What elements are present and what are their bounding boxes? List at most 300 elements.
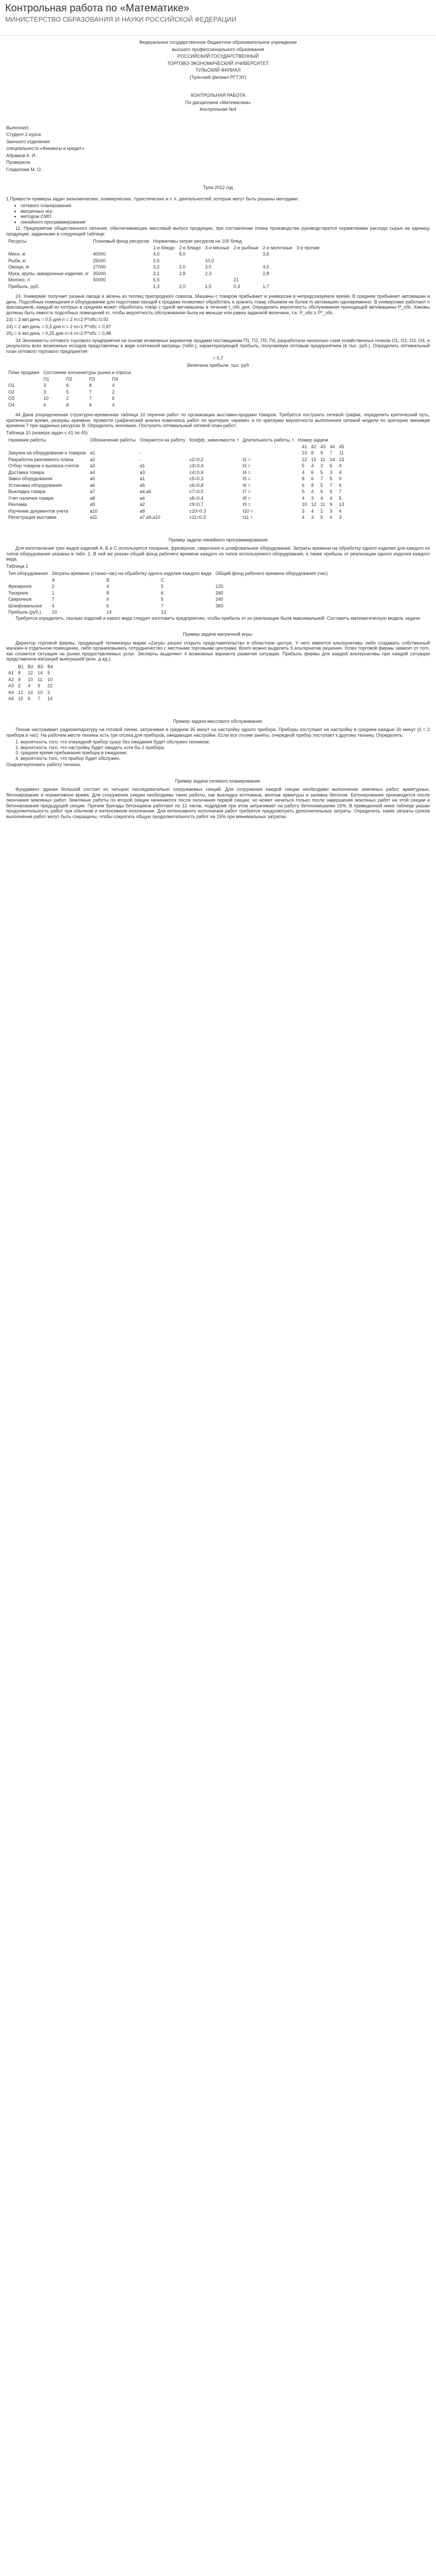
table-cell: a4,a6 bbox=[139, 489, 151, 494]
table-cell: 1,3 bbox=[153, 283, 160, 289]
table-cell: 4,0 bbox=[153, 251, 160, 257]
checked-label: Проверила bbox=[6, 160, 30, 165]
table-header: Тип оборудования bbox=[8, 571, 48, 576]
work-title: КОНТРОЛЬНАЯ РАБОТА bbox=[190, 93, 246, 98]
alpha-value: = 0,7 bbox=[213, 355, 223, 361]
table-row bbox=[6, 277, 322, 283]
table-cell: 6 bbox=[112, 396, 115, 401]
task24-line: 23) = 3 авт.день = 0,5 дня n = 2 m=2 P*обс=0,92 bbox=[6, 317, 109, 322]
table-row bbox=[6, 376, 133, 383]
task24-line: 24) = 2 авт.день = 0,3 дня n = 2 m=1 P*обс = 0,97 bbox=[6, 324, 111, 329]
table-cell: 10,0 bbox=[205, 258, 214, 263]
table-cell: 14 bbox=[47, 696, 53, 701]
list-item: • методом СМО bbox=[21, 214, 430, 219]
table-cell: 11 bbox=[320, 456, 325, 462]
table-cell: 6 bbox=[66, 383, 69, 388]
game-text: Директор торговой фирмы, продающей телевизоры марки «Zarya» решил открыть представительство в областном центре. У него имеются альтернативы либо создавать собственный магазин в отдельном помещении, либо организовывать сотрудничество с местными торговыми центрами. Всего можно выделить 5 альтернатив решения. Успех торговой фирмы зависит от того, как сложится ситуация на рынке предоставляемых услуг. Эксперты выделяют 4 возможных варианта развития ситуации. Прибыль фирмы для каждой альтернативы при каждой ситуации представлена матрицей выигрышей (млн. д.ед.). bbox=[6, 640, 430, 662]
table-cell: 6 bbox=[302, 482, 305, 488]
table-cell: a2 bbox=[90, 456, 95, 462]
table-cell: 7 bbox=[89, 396, 92, 401]
table-cell bbox=[177, 277, 203, 283]
table-cell: 27000 bbox=[93, 264, 106, 269]
table-cell: 0,3 bbox=[233, 283, 240, 289]
table-cell: 7 bbox=[161, 603, 164, 608]
table-cell bbox=[260, 277, 294, 283]
table-row bbox=[6, 456, 346, 463]
table-cell: 12 bbox=[161, 609, 166, 615]
table-cell: 6 bbox=[311, 469, 314, 475]
table-cell: 3 bbox=[339, 515, 342, 520]
list-item: 1. вероятность того, что очередной прибор сразу без ожидания будет обслужен техником; bbox=[21, 739, 430, 745]
table-cell: 5 bbox=[329, 489, 333, 494]
task1-list bbox=[21, 203, 430, 225]
table-row bbox=[6, 469, 346, 476]
table-header: 42 bbox=[311, 444, 317, 449]
table-cell: Прибыль (руб.) bbox=[8, 609, 41, 615]
table-header: Длительность работы, t bbox=[242, 437, 294, 443]
table-cell: 2,8 bbox=[263, 270, 269, 276]
table-cell: 4 bbox=[106, 584, 109, 589]
list-item: • линейного программирования bbox=[21, 219, 430, 225]
table-cell: 7 bbox=[329, 482, 333, 488]
table-cell bbox=[214, 609, 330, 616]
table-cell: a7,a9,a10 bbox=[139, 515, 161, 520]
teacher-name: Гладилова М. О. bbox=[6, 166, 42, 172]
table-cell bbox=[232, 264, 261, 270]
table-cell bbox=[295, 514, 300, 521]
table-cell: c10=0,3 bbox=[189, 508, 206, 514]
table-cell: 120 bbox=[215, 584, 223, 589]
table-header: Затраты времени (станко-час) на обработку одного изделия каждого вида bbox=[51, 571, 212, 576]
table-header: П4 bbox=[112, 376, 118, 382]
table-cell: 360 bbox=[215, 603, 223, 608]
table-cell: - bbox=[139, 456, 142, 462]
table-cell: Доставка товара bbox=[8, 469, 44, 475]
table-row bbox=[6, 501, 346, 508]
table-cell bbox=[91, 283, 151, 290]
table-cell: 50000 bbox=[93, 277, 106, 282]
table-header: B4 bbox=[47, 664, 54, 669]
table-header: 3-е прочие bbox=[297, 245, 320, 250]
table-cell: 9 bbox=[339, 476, 342, 481]
table-cell: 4 bbox=[112, 383, 115, 388]
table-cell bbox=[203, 277, 232, 283]
table-cell bbox=[295, 456, 300, 463]
table-cell: 3 bbox=[320, 463, 323, 468]
table-cell: 5 bbox=[47, 670, 50, 675]
table-cell: 4 bbox=[51, 603, 55, 608]
table-cell: 4 bbox=[112, 402, 115, 408]
table-cell: 10 bbox=[302, 450, 307, 455]
table-cell bbox=[295, 495, 300, 502]
table-cell: a4 bbox=[90, 469, 95, 475]
table-cell: a1 bbox=[139, 463, 145, 468]
table-cell: 10 bbox=[51, 609, 57, 615]
table-cell: 12 bbox=[311, 502, 317, 507]
smo-title: Пример задачи массового обслуживания. bbox=[173, 718, 263, 724]
profit-matrix bbox=[6, 369, 133, 408]
table-cell: 5 bbox=[161, 597, 164, 602]
works-table bbox=[6, 437, 346, 521]
table-cell: 3 bbox=[329, 469, 333, 475]
task11-text: 11. Предприятие общественного питания, обеспечивающее массовый выпуск продукции, при составлении плана производства руководствуется нормативами расхода сырья на единицу продукции, заданными в следующей таблице: bbox=[6, 226, 430, 236]
control-number: Контрольная №4 bbox=[199, 107, 237, 112]
smo-text: Техник настраивает радиоаппаратуру на готовой линии, затрачивая в среднем 35 минут на настройку одного прибора. Приборы поступают на настройку в среднем каждые 30 минут (λ = 2 прибора в час). На рабочем месте техника есть три отсека для приборов, ожидающих настройки. Если все отсеки заняты, очередной прибор поступает к другому технику. Определить: bbox=[6, 727, 430, 738]
table-header: 2-е блюдо bbox=[179, 245, 201, 250]
lp-caption: Таблица 1 bbox=[6, 563, 28, 569]
table-cell: a7 bbox=[90, 489, 95, 494]
table-cell: 7 bbox=[38, 696, 41, 701]
table-row bbox=[6, 603, 329, 609]
student-label: Студент 2 курса bbox=[6, 132, 41, 137]
table-cell: 2 bbox=[47, 689, 50, 695]
task24-line: 25) = 6 авт.день = 0,25 дня n=4 m=2 P*обс = 0,98 bbox=[6, 331, 111, 336]
table-cell: 4 bbox=[28, 683, 31, 688]
table-cell: 6 bbox=[339, 482, 342, 488]
table-cell: a1 bbox=[90, 450, 95, 455]
table-row bbox=[6, 696, 55, 702]
table-header: 45 bbox=[339, 444, 344, 449]
table-row bbox=[6, 577, 329, 584]
table-cell bbox=[240, 450, 295, 456]
table-cell: 4 bbox=[329, 515, 333, 520]
table-cell: 14 bbox=[38, 670, 43, 675]
table-cell: c11=0,3 bbox=[189, 515, 206, 520]
table-header: Плановый фонд ресурсов bbox=[93, 239, 149, 244]
table-cell: c3=0,4 bbox=[189, 463, 204, 468]
table-cell bbox=[295, 488, 300, 495]
table-cell: Фрезерное bbox=[8, 584, 32, 589]
table-cell: 6 bbox=[329, 463, 333, 468]
table-cell: 6 bbox=[320, 489, 323, 494]
table-cell: 12 bbox=[28, 670, 33, 675]
table-cell: a2 bbox=[139, 502, 145, 507]
table-row bbox=[6, 476, 346, 482]
table-cell: O4 bbox=[8, 402, 15, 408]
document-header bbox=[0, 0, 436, 36]
title-line: ТУЛЬСКИЙ ФИЛИАЛ bbox=[195, 67, 241, 73]
table-cell: 4 bbox=[311, 508, 314, 514]
table-cell: 2,5 bbox=[153, 258, 160, 263]
table-cell: 3,0 bbox=[205, 264, 212, 269]
table-cell bbox=[177, 258, 203, 264]
table-cell: Мясо, кг bbox=[8, 251, 26, 257]
table-cell: 4 bbox=[311, 489, 314, 494]
table-cell: 35000 bbox=[93, 270, 106, 276]
table-cell bbox=[295, 476, 300, 482]
table-row bbox=[6, 402, 133, 409]
table-cell: Учет наличия товара bbox=[8, 495, 54, 501]
table-row bbox=[6, 389, 133, 396]
table-cell: Сварочное bbox=[8, 597, 32, 602]
title-line: ТОРГОВО-ЭКОНОМИЧЕСКИЙ УНИВЕРСИТЕТ bbox=[167, 60, 269, 66]
table-header bbox=[6, 664, 16, 670]
table-row bbox=[6, 683, 55, 689]
table-cell: 4,0 bbox=[263, 264, 269, 269]
table-cell: 2,0 bbox=[179, 264, 186, 269]
table-cell: 2,8 bbox=[179, 270, 186, 276]
table-cell: t11 = bbox=[242, 515, 253, 520]
table-cell: 15 bbox=[311, 456, 317, 462]
table-cell: 1,7 bbox=[263, 283, 269, 289]
table-cell bbox=[295, 482, 300, 489]
document-title: Контрольная работа по «Математике» bbox=[5, 3, 189, 14]
table-cell: O3 bbox=[8, 396, 15, 401]
table-cell: 2 bbox=[51, 584, 55, 589]
table-header: Нормативы затрат ресурсов на 100 блюд bbox=[153, 239, 242, 244]
table-cell bbox=[294, 264, 322, 270]
table-cell: Отбор товаров и выписка счетов bbox=[8, 463, 79, 468]
table-row bbox=[6, 251, 322, 258]
table-cell: c2=0,2 bbox=[189, 456, 204, 462]
table-row bbox=[6, 437, 346, 444]
table-row bbox=[6, 583, 329, 590]
smo-end: Охарактеризовать работу техника. bbox=[6, 762, 81, 767]
table-cell: 8 bbox=[106, 590, 109, 596]
table-cell: 14 bbox=[329, 456, 335, 462]
table-row bbox=[6, 245, 322, 251]
table-cell: 40000 bbox=[93, 251, 106, 257]
table-header: Номер задачи bbox=[298, 437, 328, 443]
table-cell: t3 = bbox=[242, 463, 251, 468]
task24-text: 24. Универмаг получает разные овощи и зелень из теплиц пригородного совхоза. Машины с товаром прибывают в универсам в непредсказуемое время. В среднем прибывает автомашин в день. Подсобные помещения и оборудование для подготовки овощей к продаже позволяют обработать и хранить товар объемом не более m автомашин одновременно. В универсаме работают n фасовщиков, каждый из которых в среднем может обработать товар с одной автомашины в течение t_обс дня. Определить вероятность обслуживания приходящей автомашины P_обс. Каковы должны быть емкость подсобных помещений m, чтобы вероятность обслуживания была не меньше или равна заданной величине, т.е. P_обс ≥ P*_обс. bbox=[6, 294, 430, 315]
table-cell: 2 bbox=[18, 683, 21, 688]
table-header: 1-е блюдо bbox=[153, 245, 175, 250]
table-cell: t10 = bbox=[242, 508, 253, 514]
document-body bbox=[0, 36, 436, 825]
table-cell: c8=0,4 bbox=[189, 495, 204, 501]
table-cell: a6 bbox=[90, 482, 95, 488]
table-header: П1 bbox=[43, 376, 49, 382]
table-cell: - bbox=[139, 450, 142, 455]
title-line: Федеральное государственное бюджетное образовательное учреждение bbox=[139, 40, 297, 45]
table-row bbox=[6, 570, 329, 577]
table-cell: 4 bbox=[329, 495, 333, 501]
table-header: B bbox=[106, 577, 110, 583]
table-cell: 5 bbox=[302, 489, 305, 494]
game-title: Пример задачи матричной игры. bbox=[183, 632, 253, 637]
table-cell: 22 bbox=[47, 683, 53, 688]
table-cell: 6 bbox=[89, 402, 92, 408]
table-row bbox=[6, 258, 322, 264]
table-cell: Токарное bbox=[8, 590, 28, 596]
table-cell: 1,5 bbox=[205, 283, 212, 289]
table-cell: 9 bbox=[38, 683, 41, 688]
table-cell: t9 = bbox=[242, 502, 251, 507]
table-row bbox=[6, 482, 346, 489]
task1-text: 1.Привести примеры задач экономических, коммерческих, туристических и т. п. деятельностей, которые могут быть решены методами: bbox=[6, 196, 299, 201]
spec-label: специальности «Финансы и кредит» bbox=[6, 146, 84, 151]
table-cell: 21 bbox=[233, 277, 239, 282]
table-cell: 3 bbox=[43, 389, 46, 395]
table-cell: t8 = bbox=[242, 495, 251, 501]
table-cell: a3 bbox=[90, 463, 95, 468]
table-cell bbox=[294, 270, 322, 277]
table-cell: 8 bbox=[89, 383, 92, 388]
table-cell: 6 bbox=[161, 590, 164, 596]
table-cell: t7 = bbox=[242, 489, 251, 494]
table-cell: 9 bbox=[18, 676, 21, 682]
table-cell: 5 bbox=[161, 584, 164, 589]
table-cell: 12 bbox=[18, 689, 24, 695]
table-cell: 4 bbox=[339, 463, 342, 468]
table-cell: 11 bbox=[38, 676, 43, 682]
table-cell: t2 = bbox=[242, 456, 251, 462]
table-cell bbox=[187, 450, 240, 456]
table-header: 41 bbox=[302, 444, 307, 449]
table-header: 2-е молочные bbox=[263, 245, 292, 250]
table-cell: 14 bbox=[106, 609, 112, 615]
table-cell: 3 bbox=[311, 515, 314, 520]
table-header: 44 bbox=[329, 444, 335, 449]
table-cell: 240 bbox=[215, 597, 223, 602]
list-item: 4. вероятность того, что прибор будет обслужен. bbox=[21, 756, 430, 761]
table-header: Состояние конъюнктуры рынка и спроса bbox=[43, 370, 131, 375]
table-cell: a3 bbox=[139, 469, 145, 475]
table-cell: 3 bbox=[43, 383, 46, 388]
table-cell: A5 bbox=[8, 696, 14, 701]
table-cell: a5 bbox=[90, 476, 95, 481]
table-row bbox=[6, 508, 346, 515]
table-cell: 5 bbox=[329, 476, 333, 481]
table-cell: Завоз оборудования bbox=[8, 476, 53, 481]
table-cell: 8 bbox=[302, 476, 305, 481]
table-cell: Рыба, кг bbox=[8, 258, 26, 263]
list-item: 3. среднее время пребывания прибора в ожидании; bbox=[21, 750, 430, 756]
table-cell bbox=[232, 258, 261, 264]
table-header: B1 bbox=[18, 664, 24, 669]
table-cell bbox=[203, 251, 232, 258]
title-page bbox=[6, 40, 430, 112]
task44-text: 44 Дана упорядоченная структурно-временная таблица 10 перечня работ по организации выставки-продажи товаров. Требуется построить сетевой график, определить критический путь, критическое время, резервы времени, провести графический анализ комплекса работ по критерию «время» и по критерию вероятности выполнения сетевой модели по критерию минимум времени T при заданных ресурсах B. Определить экономию. Построить оптимальный сетевой план-работ. bbox=[6, 412, 430, 428]
table-cell: Молоко, л bbox=[8, 277, 30, 282]
table-cell: 13 bbox=[339, 456, 344, 462]
table-header: Обозначение работы bbox=[90, 437, 136, 443]
table-cell: c6=0,8 bbox=[189, 482, 204, 488]
table-row bbox=[6, 495, 346, 502]
table-cell: O2 bbox=[8, 389, 15, 395]
table-header: 3-и мясные bbox=[205, 245, 230, 250]
table-row bbox=[6, 689, 55, 696]
table-cell: 2 bbox=[112, 389, 115, 395]
table-cell: 7 bbox=[339, 489, 342, 494]
table-row bbox=[6, 444, 346, 450]
table-cell: 5 bbox=[302, 463, 305, 468]
table-cell: 280 bbox=[215, 590, 223, 596]
table-cell: 4 bbox=[320, 495, 323, 501]
table-cell: 2,1 bbox=[153, 270, 160, 276]
smo-list bbox=[21, 739, 430, 761]
table-cell: 4 bbox=[43, 402, 46, 408]
table-cell: 5 bbox=[66, 389, 69, 395]
table-cell: 5 bbox=[320, 469, 323, 475]
table-row bbox=[6, 238, 322, 245]
table-cell: 11 bbox=[320, 502, 325, 507]
table-cell: 3 bbox=[329, 508, 333, 514]
table-cell bbox=[294, 251, 322, 258]
table-cell: Овощи, кг bbox=[8, 264, 30, 269]
table-header: Ресурсы bbox=[8, 239, 27, 244]
table-cell: 6 bbox=[106, 603, 109, 608]
net-title: Пример задачи сетевого планирования. bbox=[175, 778, 261, 784]
table-cell: Мука, крупы, макаронные изделия, кг bbox=[8, 270, 89, 276]
table-cell: 7 bbox=[329, 450, 333, 455]
table-cell bbox=[294, 258, 322, 264]
table-cell: 5 bbox=[320, 515, 323, 520]
table-cell bbox=[295, 501, 300, 508]
table-cell: 10 bbox=[43, 396, 49, 401]
table-cell: c9=0,7 bbox=[189, 502, 204, 507]
table-row bbox=[6, 264, 322, 270]
table-cell: Прибыль, руб. bbox=[8, 283, 40, 289]
table-cell: 8 bbox=[311, 450, 314, 455]
table-cell: 13 bbox=[339, 502, 344, 507]
table-cell: 11 bbox=[339, 450, 344, 455]
table-row bbox=[6, 596, 329, 603]
title-line: высшего профессионального образования bbox=[171, 46, 265, 52]
table-cell: 10 bbox=[28, 676, 33, 682]
table-cell: A2 bbox=[8, 676, 14, 682]
table-cell: 2,3 bbox=[205, 270, 212, 276]
table-cell: t5 = bbox=[242, 476, 251, 481]
table-row bbox=[6, 283, 322, 290]
city-year: Тула 2012 год bbox=[203, 185, 233, 190]
table-header: Коэфф. зависимости, t bbox=[189, 437, 239, 443]
table-cell: 5 bbox=[320, 482, 323, 488]
table-cell: 15 bbox=[18, 696, 24, 701]
table-cell: 10 bbox=[47, 676, 53, 682]
author-name: Абрамов К. И. bbox=[6, 152, 37, 158]
table-cell: c7=0,5 bbox=[189, 489, 204, 494]
net-text: Фундамент здания большой состоит из четырех последовательно сооружаемых секций. Для сооружения каждой секции необходимо выполнение земляных работ, арматурных, бетонирование и нормативное время. Для сооружения секции необходимы такие работы, как выкладка котлована, монтаж арматуры и заливка бетоном. Бетонирование производится после окончания земляных работ. Земляные работы по второй секции начинаются после окончания первой секции, но может начаться только после завершения земляных работ на этой секции и бетонирования предыдущей секции. Причем бригады бетонщиков работают по 12 часов, подрядчик при этом затрачивает на работу бетономешалки 15%. В приведенной ниже таблице указан продолжительность работ при обычном и интенсивном исполнении. Для интенсивного исполнения работ требуется предусмотреть дополнительные затраты. Определить, какие затраты сроков выполнения работ могут быть сокращены, чтобы сократить общую продолжительность работ на 15% при минимальных затратах. bbox=[6, 787, 430, 819]
table-cell: Установка оборудования bbox=[8, 482, 62, 488]
table-row bbox=[6, 676, 55, 683]
list-item: • сетевого планирования bbox=[21, 203, 430, 209]
table-cell: 8 bbox=[18, 670, 21, 675]
table-cell: 3,8 bbox=[263, 251, 269, 257]
table-cell: 3 bbox=[302, 508, 305, 514]
table-row bbox=[6, 450, 346, 456]
table-cell: 6 bbox=[28, 696, 31, 701]
table-header: B2 bbox=[28, 664, 34, 669]
table-header: Опирается на работу bbox=[139, 437, 186, 443]
table-header: 43 bbox=[320, 444, 326, 449]
table-cell: a4 bbox=[139, 495, 145, 501]
table-header: C bbox=[161, 577, 165, 583]
table-cell: 3,2 bbox=[153, 264, 160, 269]
table-cell: Регистрация выставки bbox=[8, 515, 57, 520]
table-header: A bbox=[51, 577, 55, 583]
table-cell: Закупка на оборудования и товаров bbox=[8, 450, 86, 455]
table-cell: A3 bbox=[8, 683, 14, 688]
table-cell: 4 bbox=[311, 463, 314, 468]
table-cell bbox=[295, 450, 300, 456]
table-cell: 2,0 bbox=[179, 283, 186, 289]
table-cell: 2 bbox=[320, 508, 323, 514]
lp-table bbox=[6, 570, 329, 616]
table-cell bbox=[260, 258, 294, 264]
table-cell: 4 bbox=[302, 469, 305, 475]
title-line: РОССИЙСКИЙ ГОСУДАРСТВЕННЫЙ bbox=[177, 54, 259, 59]
table-cell: a9 bbox=[90, 502, 95, 507]
discipline: По дисциплине «Математика» bbox=[185, 99, 251, 105]
table-row bbox=[6, 382, 133, 389]
table-cell: 4 bbox=[339, 508, 342, 514]
table-cell: 8 bbox=[311, 482, 314, 488]
table-header: B3 bbox=[38, 664, 44, 669]
table-cell bbox=[294, 277, 322, 283]
table-cell: Разработка рекламного плана bbox=[8, 456, 74, 462]
